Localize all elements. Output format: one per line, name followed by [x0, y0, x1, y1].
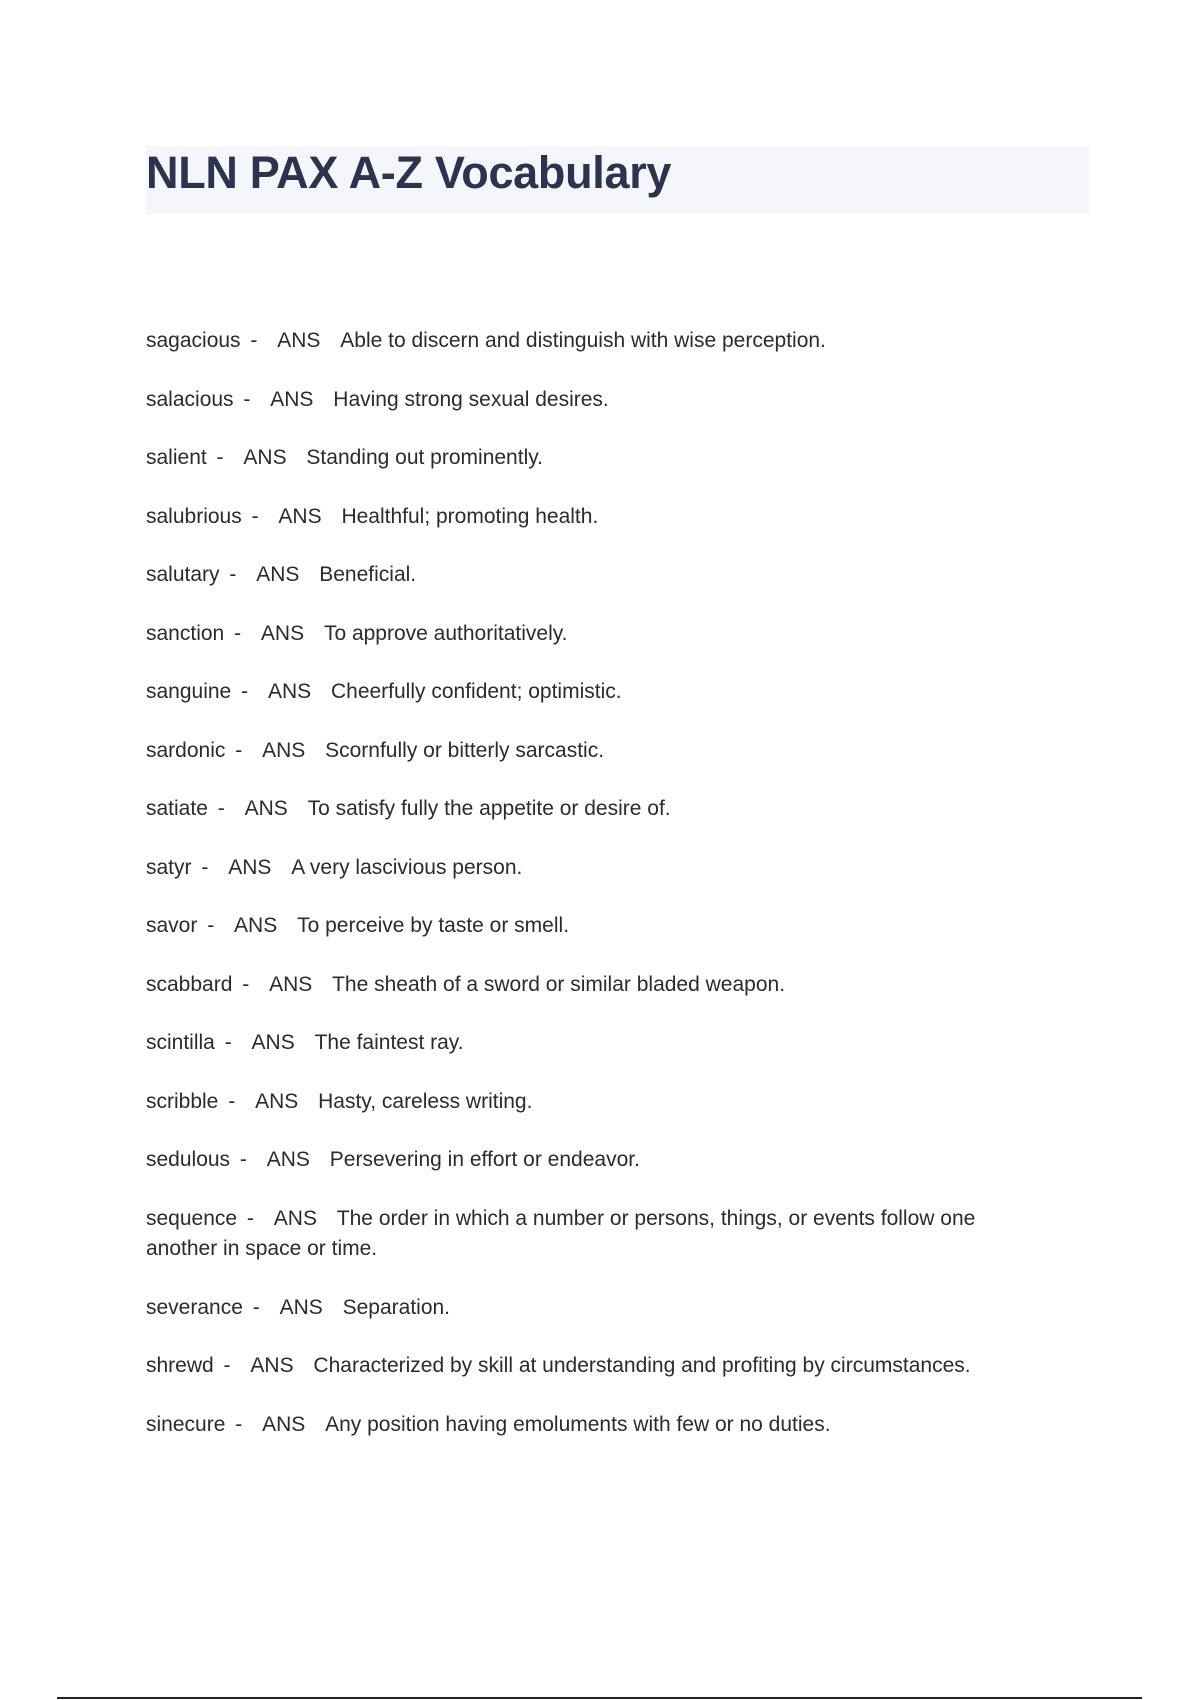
vocab-term: sanguine — [146, 680, 232, 703]
vocab-definition: Separation. — [342, 1295, 451, 1319]
vocab-term: salutary — [146, 563, 220, 586]
answer-marker: ANS — [250, 1354, 294, 1377]
answer-marker: ANS — [262, 1412, 306, 1436]
answer-marker: ANS — [255, 1089, 299, 1113]
answer-marker: ANS — [279, 1295, 323, 1319]
vocab-entry — [146, 443, 1046, 474]
vocab-entry — [146, 794, 1046, 825]
vocab-term: sedulous — [146, 1148, 231, 1171]
term-separator: - — [235, 1412, 243, 1436]
vocab-definition: Beneficial. — [319, 563, 417, 586]
vocab-entry — [146, 385, 1046, 416]
vocab-term: scribble — [146, 1089, 219, 1113]
vocab-entry — [146, 619, 1046, 650]
vocab-definition: Having strong sexual desires. — [333, 387, 609, 411]
vocab-entry — [146, 1028, 1046, 1059]
answer-marker: ANS — [244, 797, 288, 820]
term-separator: - — [239, 1148, 247, 1171]
vocabulary-list — [146, 326, 1046, 1468]
vocab-definition: Able to discern and distinguish with wise perception. — [340, 329, 826, 352]
vocab-entry — [146, 326, 1046, 357]
term-separator: - — [235, 738, 243, 762]
answer-marker: ANS — [228, 855, 272, 879]
answer-marker: ANS — [256, 563, 300, 586]
vocab-definition: To satisfy fully the appetite or desire of. — [307, 797, 671, 820]
vocab-entry — [146, 1410, 1046, 1441]
vocab-entry — [146, 502, 1046, 533]
term-separator: - — [246, 1206, 254, 1230]
term-separator: - — [250, 329, 258, 352]
vocab-term: salacious — [146, 387, 234, 411]
answer-marker: ANS — [251, 1031, 295, 1054]
term-separator: - — [243, 387, 251, 411]
answer-marker: ANS — [269, 972, 313, 996]
vocab-definition: Cheerfully confident; optimistic. — [330, 680, 622, 703]
vocab-entry — [146, 1351, 1046, 1382]
vocab-entry — [146, 1204, 1046, 1265]
footer-rule — [57, 1697, 1142, 1699]
vocab-definition: Standing out prominently. — [306, 446, 544, 469]
term-separator: - — [223, 1354, 231, 1377]
page-title: NLN PAX A-Z Vocabulary — [146, 147, 672, 198]
term-separator: - — [207, 914, 215, 937]
vocab-definition: Characterized by skill at understanding and profiting by circumstances. — [313, 1354, 971, 1377]
answer-marker: ANS — [277, 329, 321, 352]
vocab-term: sanction — [146, 621, 225, 645]
vocab-entry — [146, 853, 1046, 884]
vocab-term: sequence — [146, 1206, 238, 1230]
vocab-entry — [146, 677, 1046, 708]
term-separator: - — [251, 504, 259, 528]
vocab-definition: Any position having emoluments with few or no duties. — [325, 1412, 831, 1436]
vocab-term: satyr — [146, 855, 192, 879]
vocab-term: satiate — [146, 797, 208, 820]
term-separator: - — [242, 972, 250, 996]
vocab-term: scabbard — [146, 972, 233, 996]
answer-marker: ANS — [260, 621, 305, 645]
vocab-term: shrewd — [146, 1354, 214, 1377]
answer-marker: ANS — [266, 1148, 310, 1171]
vocab-term: sinecure — [146, 1412, 226, 1436]
term-separator: - — [224, 1031, 232, 1054]
answer-marker: ANS — [267, 680, 312, 703]
vocab-entry — [146, 911, 1046, 942]
vocab-entry — [146, 560, 1046, 591]
vocab-entry — [146, 1087, 1046, 1118]
term-separator: - — [216, 446, 224, 469]
vocab-entry — [146, 970, 1046, 1001]
term-separator: - — [201, 855, 209, 879]
answer-marker: ANS — [273, 1206, 317, 1230]
term-separator: - — [228, 1089, 236, 1113]
vocab-entry — [146, 1293, 1046, 1324]
vocab-definition: Hasty, careless writing. — [318, 1089, 533, 1113]
term-separator: - — [241, 680, 249, 703]
answer-marker: ANS — [262, 738, 306, 762]
term-separator: - — [234, 621, 242, 645]
vocab-term: savor — [146, 914, 198, 937]
vocab-definition: Healthful; promoting health. — [341, 504, 599, 528]
vocab-definition: To perceive by taste or smell. — [297, 914, 570, 937]
vocab-term: scintilla — [146, 1031, 215, 1054]
vocab-definition: To approve authoritatively. — [323, 621, 568, 645]
vocab-term: sagacious — [146, 329, 241, 352]
vocab-term: sardonic — [146, 738, 226, 762]
answer-marker: ANS — [278, 504, 322, 528]
vocab-definition: The faintest ray. — [314, 1031, 464, 1054]
vocab-term: salient — [146, 446, 207, 469]
answer-marker: ANS — [243, 446, 287, 469]
vocab-term: salubrious — [146, 504, 242, 528]
vocab-definition: The order in which a number or persons, things, or events follow one another in space or time. — [146, 1206, 976, 1260]
vocab-definition: Persevering in effort or endeavor. — [329, 1148, 640, 1171]
vocab-entry — [146, 736, 1046, 767]
term-separator: - — [229, 563, 237, 586]
vocab-term: severance — [146, 1295, 243, 1319]
vocab-definition: Scornfully or bitterly sarcastic. — [325, 738, 605, 762]
answer-marker: ANS — [234, 914, 278, 937]
vocab-entry — [146, 1145, 1046, 1176]
vocab-definition: A very lascivious person. — [291, 855, 523, 879]
vocab-definition: The sheath of a sword or similar bladed weapon. — [332, 972, 786, 996]
term-separator: - — [217, 797, 225, 820]
term-separator: - — [252, 1295, 260, 1319]
answer-marker: ANS — [270, 387, 314, 411]
